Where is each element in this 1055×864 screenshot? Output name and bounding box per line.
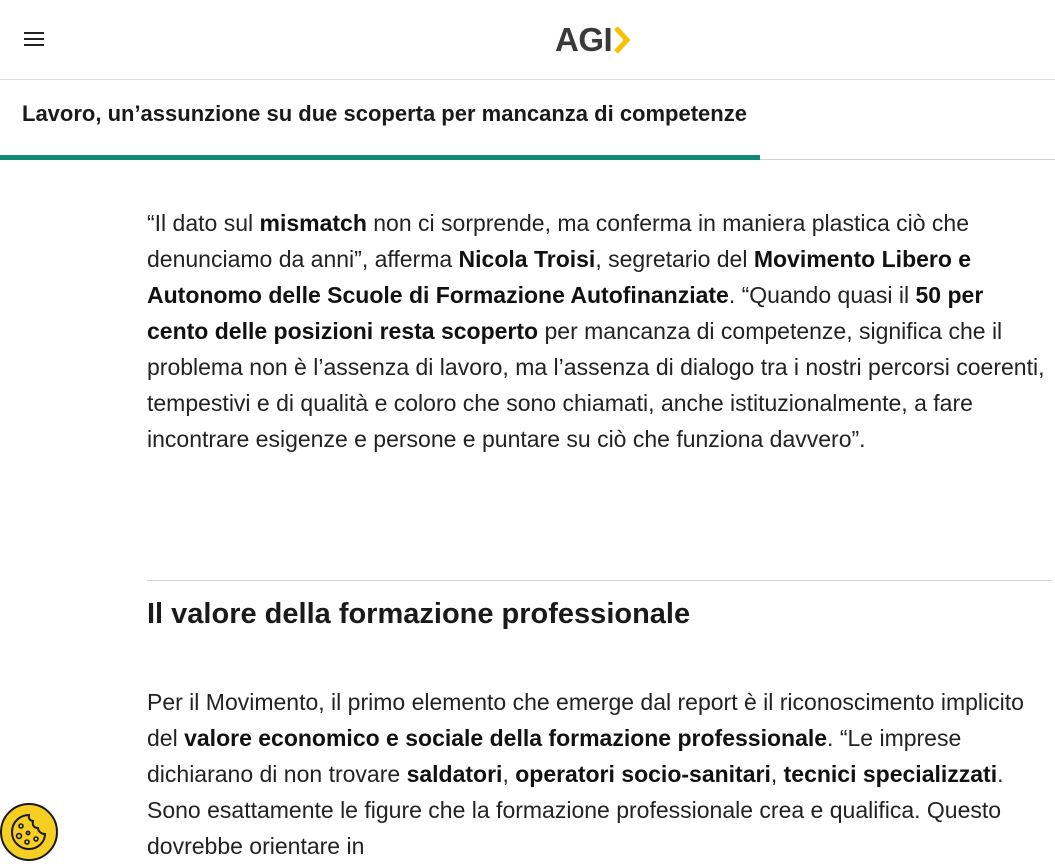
- bold-text-segment: Movimento Libero e Autonomo delle Scuole di Formazione Autofinanziate: [147, 246, 972, 308]
- bold-text-segment: valore economico e sociale della formazione professionale: [184, 725, 828, 751]
- paragraph-quote-troisi: [147, 205, 1047, 457]
- cookie-icon: [6, 811, 52, 855]
- text-segment: Per il Movimento, il primo elemento che emerge dal report è il riconoscimento implicito del: [147, 689, 1024, 751]
- cookie-settings-button[interactable]: [0, 803, 58, 861]
- logo-chevron-icon: [613, 25, 631, 55]
- logo-text: AGI: [555, 21, 613, 58]
- bold-text-segment: 50 per cento delle posizioni resta scoperto: [147, 282, 984, 344]
- text-segment: ,: [502, 761, 516, 787]
- text-segment: . Sono esattamente le figure che la formazione professionale crea e qualifica. Questo dovrebbe orientare in: [147, 761, 1004, 859]
- paragraph-formazione: [147, 684, 1052, 864]
- bold-text-segment: mismatch: [259, 210, 367, 236]
- text-segment: non ci sorprende, ma conferma in maniera plastica ciò che denunciamo da anni”, afferma: [147, 210, 970, 272]
- text-segment: , segretario del: [595, 246, 754, 272]
- bold-text-segment: operatori socio-sanitari: [515, 761, 771, 787]
- top-navigation-bar: [0, 0, 1055, 80]
- text-segment: “Il dato sul: [147, 210, 260, 236]
- article-title: Lavoro, un’assunzione su due scoperta per mancanza di competenze: [22, 101, 747, 126]
- section-heading: Il valore della formazione professionale: [147, 598, 691, 630]
- text-segment: ,: [770, 761, 784, 787]
- text-segment: . “Le imprese dichiarano di non trovare: [147, 725, 962, 787]
- section-divider: [147, 580, 1052, 581]
- text-segment: . “Quando quasi il: [728, 282, 916, 308]
- article-body-continued: [147, 684, 1052, 864]
- bold-text-segment: tecnici specializzati: [783, 761, 998, 787]
- bold-text-segment: Nicola Troisi: [458, 246, 596, 272]
- reading-progress-bar: [0, 155, 760, 160]
- agi-logo[interactable]: [555, 22, 631, 58]
- text-segment: per mancanza di competenze, significa che il problema non è l’assenza di lavoro, ma l’assenza di dialogo tra i nostri percorsi coerenti, tempestivi e di qualità e coloro che sono chiamati, anche istituzionalmente, a fare incontrare esigenze e persone e puntare su ciò che funziona davvero”.: [147, 318, 1045, 452]
- article-body: [147, 205, 1047, 457]
- hamburger-menu-icon[interactable]: [24, 30, 44, 48]
- bold-text-segment: saldatori: [406, 761, 503, 787]
